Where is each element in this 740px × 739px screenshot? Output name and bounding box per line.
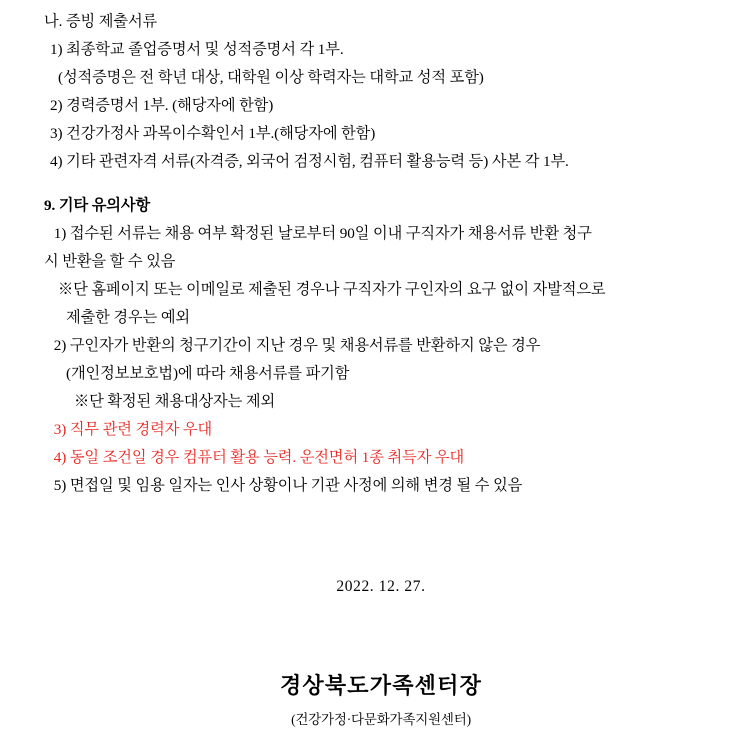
list-item-note: ※단 홈페이지 또는 이메일로 제출된 경우나 구직자가 구인자의 요구 없이 자발적으로 — [58, 281, 606, 298]
section-evidence-documents — [44, 8, 718, 176]
list-item-highlight: 3) 직무 관련 경력자 우대 — [50, 421, 213, 438]
section-heading: 9. 기타 유의사항 — [44, 197, 151, 214]
list-item-note: ※단 확정된 채용대상자는 제외 — [74, 393, 276, 410]
list-item: 5) 면접일 및 임용 일자는 인사 상황이나 기관 사정에 의해 변경 될 수 있음 — [50, 477, 523, 494]
section-other-notes — [44, 192, 718, 500]
list-item: 2) 경력증명서 1부. (해당자에 한함) — [50, 97, 274, 114]
signature-organization: 경상북도가족센터장 — [279, 673, 483, 698]
list-item-continuation: (개인정보보호법)에 따라 채용서류를 파기함 — [66, 365, 350, 382]
section-spacer — [44, 176, 718, 192]
list-item: 1) 최종학교 졸업증명서 및 성적증명서 각 1부. — [50, 41, 344, 58]
section-heading: 나. 증빙 제출서류 — [44, 13, 158, 30]
list-item: 1) 접수된 서류는 채용 여부 확정된 날로부터 90일 이내 구직자가 채용서류 반환 청구 — [50, 225, 592, 242]
list-item-note-continuation: 제출한 경우는 예외 — [66, 309, 190, 326]
signature-subtitle: (건강가정·다문화가족지원센터) — [291, 712, 471, 727]
list-item: 3) 건강가정사 과목이수확인서 1부.(해당자에 한함) — [50, 125, 376, 142]
list-item-highlight: 4) 동일 조건일 경우 컴퓨터 활용 능력. 운전면허 1종 취득자 우대 — [50, 449, 465, 466]
list-item: 4) 기타 관련자격 서류(자격증, 외국어 검정시험, 컴퓨터 활용능력 등) 사본 각 1부. — [50, 153, 569, 170]
list-item: 2) 구인자가 반환의 청구기간이 지난 경우 및 채용서류를 반환하지 않은 경우 — [50, 337, 541, 354]
list-item: (성적증명은 전 학년 대상, 대학원 이상 학력자는 대학교 성적 포함) — [58, 69, 484, 86]
list-item-continuation: 시 반환을 할 수 있음 — [44, 253, 176, 270]
document-date: 2022. 12. 27. — [336, 578, 426, 595]
signature-block — [44, 670, 718, 728]
